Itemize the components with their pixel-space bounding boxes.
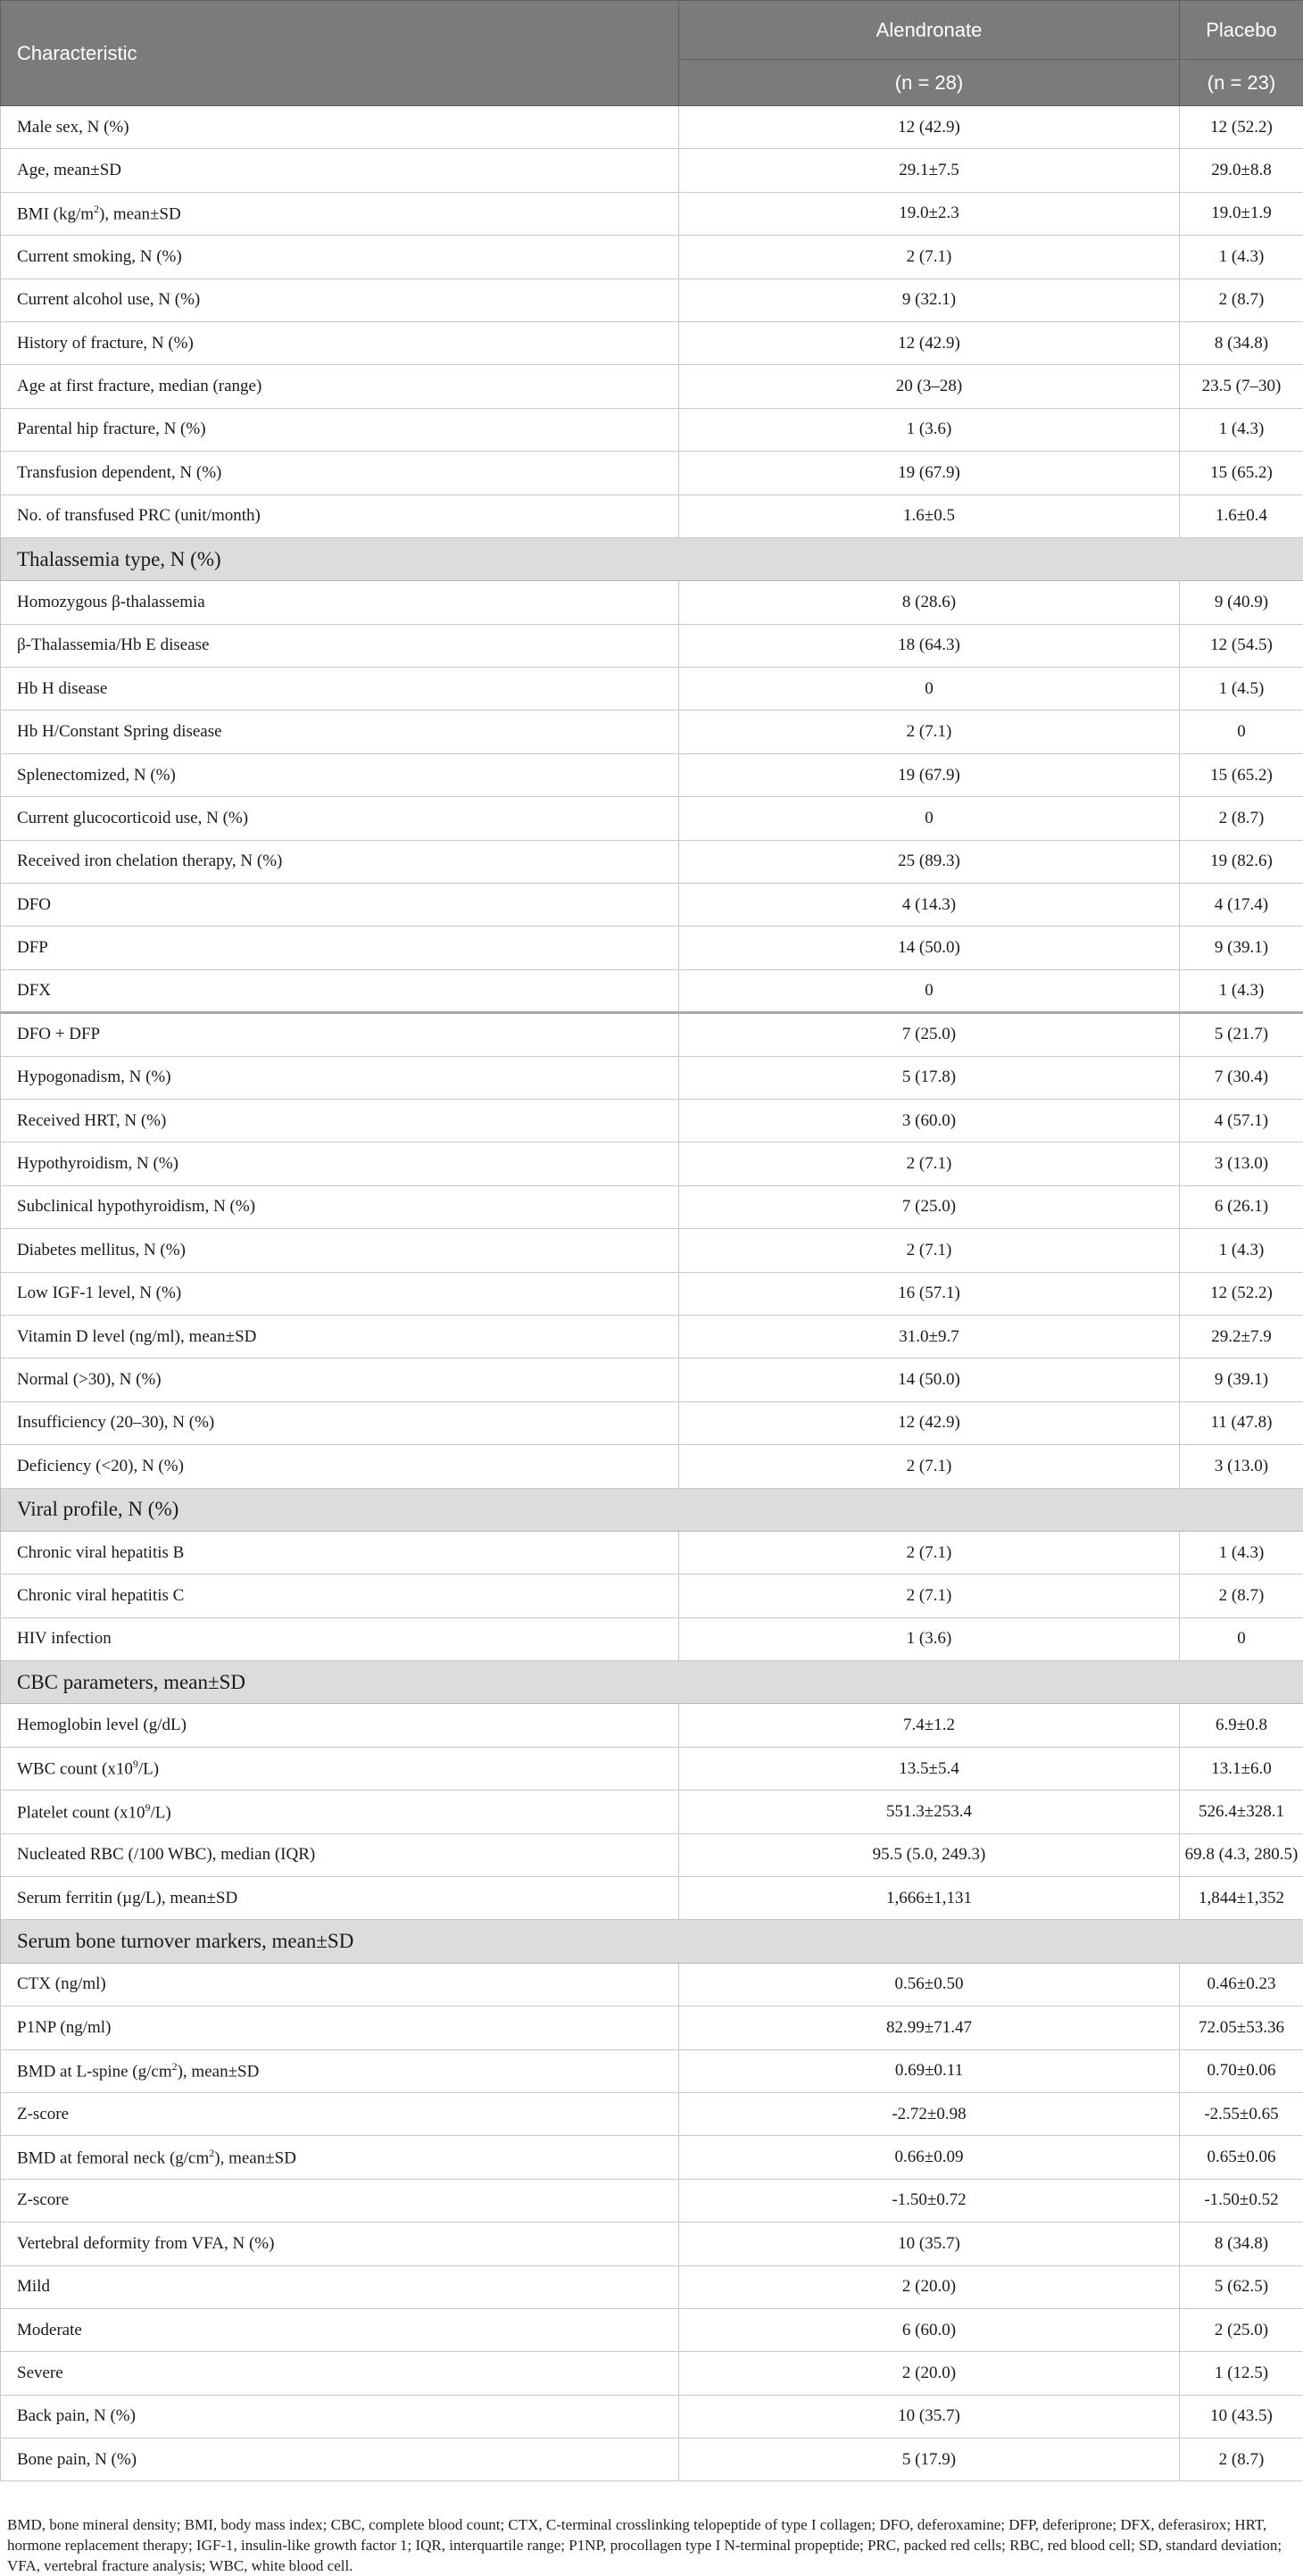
row-label: Hypogonadism, N (%) — [1, 1056, 679, 1099]
table-row — [1, 1359, 1303, 1401]
placebo-value: 1 (12.5) — [1180, 2352, 1303, 2395]
row-label: Bone pain, N (%) — [1, 2439, 679, 2481]
table-row — [1, 1575, 1303, 1617]
table-row — [1, 321, 1303, 364]
placebo-value: 9 (39.1) — [1180, 1359, 1303, 1401]
placebo-value: 6.9±0.8 — [1180, 1704, 1303, 1747]
row-label: Hemoglobin level (g/dL) — [1, 1704, 679, 1747]
row-label: No. of transfused PRC (unit/month) — [1, 494, 679, 537]
table-row — [1, 1229, 1303, 1272]
row-label: History of fracture, N (%) — [1, 321, 679, 364]
alendronate-value: 0.56±0.50 — [679, 1963, 1180, 2006]
table-row — [1, 1185, 1303, 1228]
alendronate-value: 29.1±7.5 — [679, 149, 1180, 192]
table-row — [1, 2049, 1303, 2092]
placebo-value: 19.0±1.9 — [1180, 192, 1303, 235]
table-row — [1, 753, 1303, 796]
row-label-text: ), mean±SD — [99, 205, 181, 224]
alendronate-value: 2 (20.0) — [679, 2265, 1180, 2308]
placebo-value: 4 (57.1) — [1180, 1099, 1303, 1142]
alendronate-value: -1.50±0.72 — [679, 2179, 1180, 2222]
row-label: Parental hip fracture, N (%) — [1, 408, 679, 451]
table-row — [1, 192, 1303, 235]
row-label-text: ), mean±SD — [178, 2062, 260, 2081]
alendronate-value: 19.0±2.3 — [679, 192, 1180, 235]
alendronate-value: 2 (20.0) — [679, 2352, 1180, 2395]
placebo-value: 72.05±53.36 — [1180, 2007, 1303, 2049]
alendronate-value: 2 (7.1) — [679, 236, 1180, 278]
table-row — [1, 1401, 1303, 1444]
alendronate-value: 1,666±1,131 — [679, 1877, 1180, 1920]
alendronate-value: 1 (3.6) — [679, 1617, 1180, 1660]
table-row — [1, 2007, 1303, 2049]
placebo-value: 12 (52.2) — [1180, 1272, 1303, 1315]
table-row — [1, 1056, 1303, 1099]
header-alendronate: Alendronate — [679, 1, 1180, 60]
row-label: DFP — [1, 927, 679, 969]
table-row — [1, 2265, 1303, 2308]
row-label-superscript: 2 — [172, 2060, 178, 2073]
header-placebo: Placebo — [1180, 1, 1303, 60]
placebo-value: 1.6±0.4 — [1180, 494, 1303, 537]
row-label-text: /L) — [151, 1803, 171, 1822]
table-row — [1, 149, 1303, 192]
alendronate-value: 0.66±0.09 — [679, 2136, 1180, 2179]
alendronate-value: 0 — [679, 969, 1180, 1012]
row-label-text: /L) — [138, 1760, 159, 1779]
row-label — [1, 1791, 679, 1833]
row-label: Severe — [1, 2352, 679, 2395]
placebo-value: 0 — [1180, 1617, 1303, 1660]
alendronate-value: 2 (7.1) — [679, 1143, 1180, 1185]
alendronate-value: 5 (17.9) — [679, 2439, 1180, 2481]
placebo-value: 1 (4.3) — [1180, 236, 1303, 278]
alendronate-value: 31.0±9.7 — [679, 1315, 1180, 1358]
placebo-value: 5 (21.7) — [1180, 1013, 1303, 1056]
placebo-value: 5 (62.5) — [1180, 2265, 1303, 2308]
placebo-value: 19 (82.6) — [1180, 840, 1303, 883]
table-row — [1, 1099, 1303, 1142]
table-row — [1, 106, 1303, 149]
alendronate-value: 0 — [679, 668, 1180, 710]
header-characteristic: Characteristic — [1, 1, 679, 106]
row-label: Vertebral deformity from VFA, N (%) — [1, 2223, 679, 2265]
section-header-row — [1, 1488, 1303, 1531]
table-row — [1, 1013, 1303, 1056]
row-label: Serum ferritin (µg/L), mean±SD — [1, 1877, 679, 1920]
row-label: Subclinical hypothyroidism, N (%) — [1, 1185, 679, 1228]
row-label: HIV infection — [1, 1617, 679, 1660]
section-header-row — [1, 1661, 1303, 1704]
alendronate-value: 18 (64.3) — [679, 624, 1180, 667]
alendronate-value: 1.6±0.5 — [679, 494, 1180, 537]
row-label: Received iron chelation therapy, N (%) — [1, 840, 679, 883]
row-label: Age at first fracture, median (range) — [1, 365, 679, 408]
placebo-value: 2 (8.7) — [1180, 1575, 1303, 1617]
table-row — [1, 452, 1303, 494]
table-row — [1, 1315, 1303, 1358]
row-label: Diabetes mellitus, N (%) — [1, 1229, 679, 1272]
table-row — [1, 1617, 1303, 1660]
row-label: DFO — [1, 884, 679, 927]
table-row — [1, 365, 1303, 408]
placebo-value: 3 (13.0) — [1180, 1445, 1303, 1488]
row-label-superscript: 2 — [94, 203, 99, 215]
alendronate-value: 13.5±5.4 — [679, 1747, 1180, 1790]
placebo-value: 7 (30.4) — [1180, 1056, 1303, 1099]
placebo-value: 0.46±0.23 — [1180, 1963, 1303, 2006]
placebo-value: 1 (4.3) — [1180, 408, 1303, 451]
row-label: Vitamin D level (ng/ml), mean±SD — [1, 1315, 679, 1358]
alendronate-value: 16 (57.1) — [679, 1272, 1180, 1315]
row-label: Hypothyroidism, N (%) — [1, 1143, 679, 1185]
row-label-superscript: 9 — [145, 1801, 151, 1814]
alendronate-value: 2 (7.1) — [679, 1445, 1180, 1488]
table-row — [1, 797, 1303, 840]
table-header — [1, 1, 1303, 106]
section-header-row — [1, 537, 1303, 580]
section-label: Serum bone turnover markers, mean±SD — [1, 1920, 1303, 1963]
row-label: Received HRT, N (%) — [1, 1099, 679, 1142]
row-label: Hb H disease — [1, 668, 679, 710]
placebo-value: 0 — [1180, 710, 1303, 753]
row-label: DFX — [1, 969, 679, 1012]
table-row — [1, 278, 1303, 321]
placebo-value: 29.2±7.9 — [1180, 1315, 1303, 1358]
row-label — [1, 2136, 679, 2179]
row-label: Back pain, N (%) — [1, 2395, 679, 2438]
placebo-value: 23.5 (7–30) — [1180, 365, 1303, 408]
row-label: β-Thalassemia/Hb E disease — [1, 624, 679, 667]
table-row — [1, 408, 1303, 451]
placebo-value: 2 (25.0) — [1180, 2308, 1303, 2351]
placebo-value: 4 (17.4) — [1180, 884, 1303, 927]
alendronate-value: 7 (25.0) — [679, 1185, 1180, 1228]
row-label: Nucleated RBC (/100 WBC), median (IQR) — [1, 1833, 679, 1876]
table-row — [1, 1531, 1303, 1574]
row-label: Homozygous β-thalassemia — [1, 581, 679, 624]
table-row — [1, 1704, 1303, 1747]
alendronate-value: 14 (50.0) — [679, 1359, 1180, 1401]
alendronate-value: 95.5 (5.0, 249.3) — [679, 1833, 1180, 1876]
row-label: Z-score — [1, 2092, 679, 2135]
section-header-row — [1, 1920, 1303, 1963]
placebo-value: 2 (8.7) — [1180, 797, 1303, 840]
placebo-value: 2 (8.7) — [1180, 278, 1303, 321]
row-label: Deficiency (<20), N (%) — [1, 1445, 679, 1488]
row-label-text: ), mean±SD — [214, 2148, 296, 2167]
alendronate-value: 10 (35.7) — [679, 2223, 1180, 2265]
row-label: CTX (ng/ml) — [1, 1963, 679, 2006]
placebo-value: 1 (4.3) — [1180, 969, 1303, 1012]
placebo-value: 69.8 (4.3, 280.5) — [1180, 1833, 1303, 1876]
alendronate-value: 0.69±0.11 — [679, 2049, 1180, 2092]
row-label-superscript: 9 — [133, 1757, 138, 1770]
row-label-superscript: 2 — [209, 2147, 214, 2159]
alendronate-value: 8 (28.6) — [679, 581, 1180, 624]
placebo-value: 526.4±328.1 — [1180, 1791, 1303, 1833]
table-row — [1, 927, 1303, 969]
row-label: Chronic viral hepatitis C — [1, 1575, 679, 1617]
table-row — [1, 668, 1303, 710]
alendronate-value: 2 (7.1) — [679, 1531, 1180, 1574]
alendronate-value: 10 (35.7) — [679, 2395, 1180, 2438]
placebo-value: 9 (40.9) — [1180, 581, 1303, 624]
table-row — [1, 236, 1303, 278]
placebo-value: 1 (4.3) — [1180, 1229, 1303, 1272]
alendronate-value: 5 (17.8) — [679, 1056, 1180, 1099]
section-label: Thalassemia type, N (%) — [1, 537, 1303, 580]
row-label: P1NP (ng/ml) — [1, 2007, 679, 2049]
placebo-value: 12 (54.5) — [1180, 624, 1303, 667]
placebo-value: 3 (13.0) — [1180, 1143, 1303, 1185]
alendronate-value: 4 (14.3) — [679, 884, 1180, 927]
table-row — [1, 581, 1303, 624]
placebo-value: 10 (43.5) — [1180, 2395, 1303, 2438]
alendronate-value: 2 (7.1) — [679, 710, 1180, 753]
table-row — [1, 884, 1303, 927]
placebo-value: -2.55±0.65 — [1180, 2092, 1303, 2135]
table-row — [1, 1963, 1303, 2006]
row-label: Age, mean±SD — [1, 149, 679, 192]
alendronate-value: 20 (3–28) — [679, 365, 1180, 408]
row-label — [1, 1747, 679, 1790]
section-label: Viral profile, N (%) — [1, 1488, 1303, 1531]
row-label-text: BMD at femoral neck (g/cm — [17, 2148, 209, 2167]
table-row — [1, 2223, 1303, 2265]
header-alendronate-n: (n = 28) — [679, 60, 1180, 106]
table-row — [1, 2352, 1303, 2395]
table-row — [1, 2439, 1303, 2481]
placebo-value: 13.1±6.0 — [1180, 1747, 1303, 1790]
row-label: Low IGF-1 level, N (%) — [1, 1272, 679, 1315]
alendronate-value: 14 (50.0) — [679, 927, 1180, 969]
alendronate-value: 7 (25.0) — [679, 1013, 1180, 1056]
row-label: Normal (>30), N (%) — [1, 1359, 679, 1401]
alendronate-value: 551.3±253.4 — [679, 1791, 1180, 1833]
row-label: Current smoking, N (%) — [1, 236, 679, 278]
placebo-value: 15 (65.2) — [1180, 452, 1303, 494]
row-label: Splenectomized, N (%) — [1, 753, 679, 796]
table-row — [1, 1747, 1303, 1790]
alendronate-value: 2 (7.1) — [679, 1575, 1180, 1617]
alendronate-value: 6 (60.0) — [679, 2308, 1180, 2351]
row-label-text: BMI (kg/m — [17, 205, 94, 224]
row-label: Hb H/Constant Spring disease — [1, 710, 679, 753]
table-row — [1, 1833, 1303, 1876]
row-label: Chronic viral hepatitis B — [1, 1531, 679, 1574]
row-label: Insufficiency (20–30), N (%) — [1, 1401, 679, 1444]
section-label: CBC parameters, mean±SD — [1, 1661, 1303, 1704]
table-row — [1, 494, 1303, 537]
alendronate-value: 12 (42.9) — [679, 1401, 1180, 1444]
placebo-value: 11 (47.8) — [1180, 1401, 1303, 1444]
table-row — [1, 1445, 1303, 1488]
table-row — [1, 1791, 1303, 1833]
placebo-value: 8 (34.8) — [1180, 321, 1303, 364]
placebo-value: 1 (4.5) — [1180, 668, 1303, 710]
alendronate-value: 1 (3.6) — [679, 408, 1180, 451]
placebo-value: 0.65±0.06 — [1180, 2136, 1303, 2179]
placebo-value: 2 (8.7) — [1180, 2439, 1303, 2481]
header-placebo-n: (n = 23) — [1180, 60, 1303, 106]
placebo-value: 1 (4.3) — [1180, 1531, 1303, 1574]
placebo-value: 29.0±8.8 — [1180, 149, 1303, 192]
alendronate-value: 25 (89.3) — [679, 840, 1180, 883]
row-label: Current alcohol use, N (%) — [1, 278, 679, 321]
table-row — [1, 2179, 1303, 2222]
row-label: Mild — [1, 2265, 679, 2308]
alendronate-value: 82.99±71.47 — [679, 2007, 1180, 2049]
placebo-value: 1,844±1,352 — [1180, 1877, 1303, 1920]
table-row — [1, 969, 1303, 1012]
alendronate-value: 7.4±1.2 — [679, 1704, 1180, 1747]
table-row — [1, 710, 1303, 753]
placebo-value: 8 (34.8) — [1180, 2223, 1303, 2265]
row-label: DFO + DFP — [1, 1013, 679, 1056]
table-footnote: BMD, bone mineral density; BMI, body mass index; CBC, complete blood count; CTX, C-terminal crosslinking telopeptide of type I collagen; DFO, deferoxamine; DFP, deferiprone; DFX, deferasirox; HRT, hormone replacement therapy; IGF-1, insulin-like growth factor 1; IQR, interquartile range; P1NP, procollagen type I N-terminal propeptide; PRC, packed red cells; RBC, red blood cell; SD, standard deviation; VFA, vertebral fracture analysis; WBC, white blood cell. — [7, 2514, 1292, 2576]
alendronate-value: 12 (42.9) — [679, 106, 1180, 149]
alendronate-value: 3 (60.0) — [679, 1099, 1180, 1142]
row-label-text: BMD at L-spine (g/cm — [17, 2062, 172, 2081]
table-body — [1, 106, 1303, 2481]
table-row — [1, 2395, 1303, 2438]
table-row — [1, 2136, 1303, 2179]
table-row — [1, 2092, 1303, 2135]
row-label — [1, 2049, 679, 2092]
alendronate-value: 9 (32.1) — [679, 278, 1180, 321]
placebo-value: 15 (65.2) — [1180, 753, 1303, 796]
placebo-value: -1.50±0.52 — [1180, 2179, 1303, 2222]
row-label: Z-score — [1, 2179, 679, 2222]
placebo-value: 9 (39.1) — [1180, 927, 1303, 969]
placebo-value: 6 (26.1) — [1180, 1185, 1303, 1228]
alendronate-value: 19 (67.9) — [679, 753, 1180, 796]
alendronate-value: 0 — [679, 797, 1180, 840]
table-row — [1, 1143, 1303, 1185]
row-label-text: Platelet count (x10 — [17, 1803, 145, 1822]
alendronate-value: 19 (67.9) — [679, 452, 1180, 494]
row-label: Male sex, N (%) — [1, 106, 679, 149]
alendronate-value: -2.72±0.98 — [679, 2092, 1180, 2135]
placebo-value: 12 (52.2) — [1180, 106, 1303, 149]
row-label: Current glucocorticoid use, N (%) — [1, 797, 679, 840]
row-label: Transfusion dependent, N (%) — [1, 452, 679, 494]
table-row — [1, 1272, 1303, 1315]
alendronate-value: 2 (7.1) — [679, 1229, 1180, 1272]
table-row — [1, 2308, 1303, 2351]
row-label — [1, 192, 679, 235]
table-row — [1, 624, 1303, 667]
row-label: Moderate — [1, 2308, 679, 2351]
row-label-text: WBC count (x10 — [17, 1760, 133, 1779]
alendronate-value: 12 (42.9) — [679, 321, 1180, 364]
table-row — [1, 840, 1303, 883]
table-row — [1, 1877, 1303, 1920]
placebo-value: 0.70±0.06 — [1180, 2049, 1303, 2092]
